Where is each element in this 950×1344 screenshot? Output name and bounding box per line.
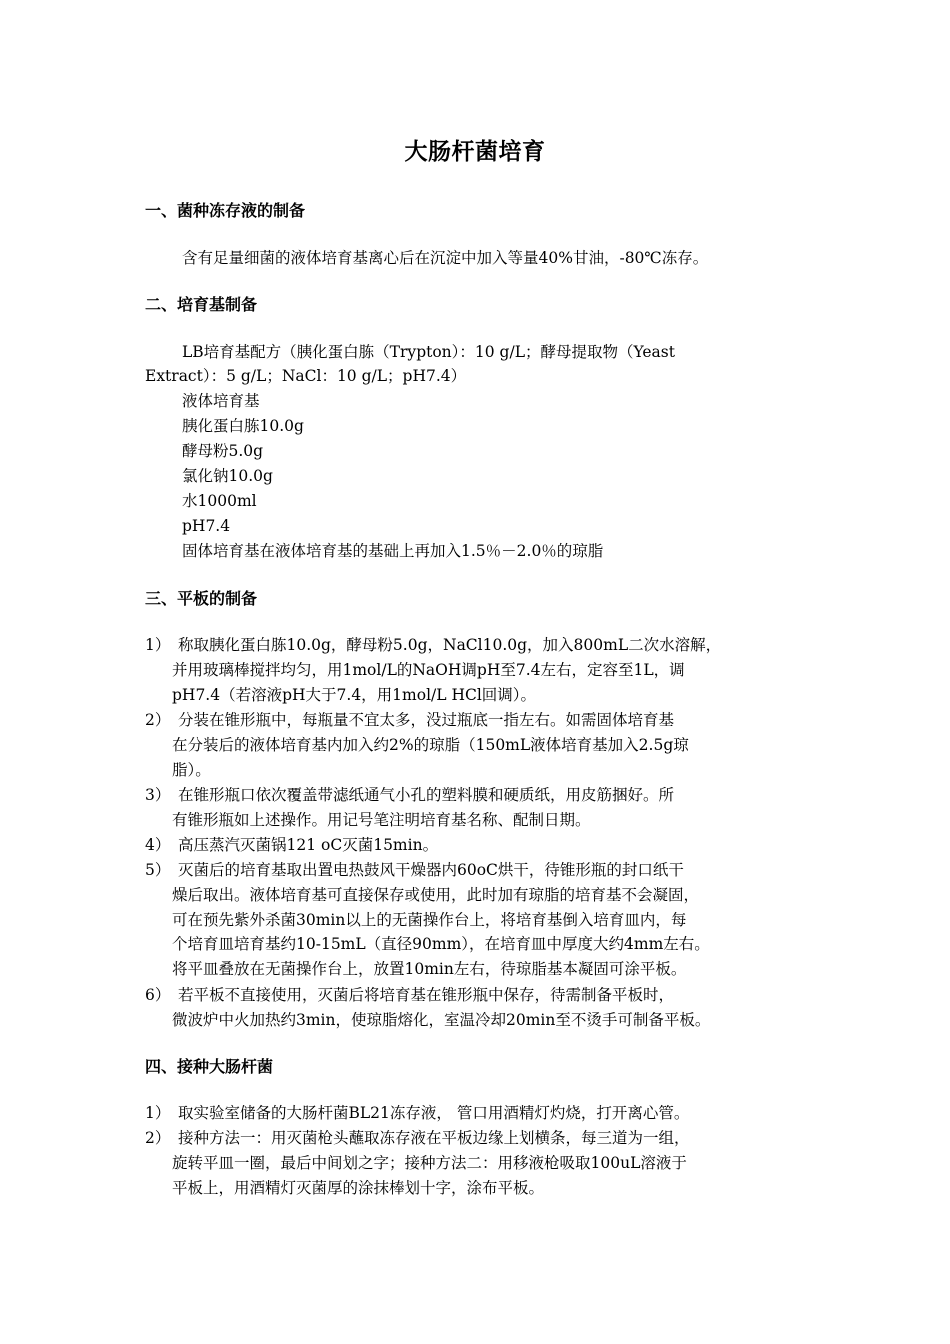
list-item-line: 分装在锥形瓶中，每瓶量不宜太多，没过瓶底一指左右。如需固体培育基	[178, 711, 675, 729]
recipe-line: 液体培育基	[182, 392, 260, 410]
list-item-text	[172, 783, 825, 833]
list-item-text	[172, 708, 825, 782]
list-item-text	[172, 633, 825, 707]
list-item-line: 取实验室储备的大肠杆菌BL21冻存液， 管口用酒精灯灼烧，打开离心管。	[178, 1104, 690, 1122]
list-item-line: 灭菌后的培育基取出置电热鼓风干燥器内60oC烘干，待锥形瓶的封口纸干	[178, 861, 684, 879]
list-item-line: 有锥形瓶如上述操作。用记号笔注明培育基名称、配制日期。	[172, 810, 591, 829]
list-item-line: pH7.4（若溶液pH大于7.4，用1mol/L HCl回调）。	[172, 685, 537, 704]
list-item-number: 2）	[145, 1129, 171, 1147]
recipe-line: 胰化蛋白胨10.0g	[182, 417, 304, 435]
list-item-line: 在分装后的液体培育基内加入约2%的琼脂（150mL液体培育基加入2.5g琼	[172, 735, 689, 754]
document-title: 大肠杆菌培育	[404, 139, 546, 165]
list-item-line: 称取胰化蛋白胨10.0g，酵母粉5.0g，NaCl10.0g，加入800mL二次水溶解，	[178, 636, 722, 654]
list-item-number: 2）	[145, 711, 171, 729]
list-item-text	[172, 858, 825, 982]
recipe-line: 固体培育基在液体培育基的基础上再加入1.5％－2.0％的琼脂	[182, 542, 604, 560]
recipe-line: 水1000ml	[182, 492, 257, 510]
recipe-line: pH7.4	[182, 517, 231, 535]
list-item-text	[172, 1126, 825, 1200]
list-item-number: 4）	[145, 836, 171, 854]
list-item-line: 燥后取出。液体培育基可直接保存或使用，此时加有琼脂的培育基不会凝固，	[172, 885, 700, 904]
list-item-line: 平板上，用酒精灯灭菌厚的涂抹棒划十字，涂布平板。	[172, 1178, 545, 1197]
list-item-text	[172, 1101, 825, 1126]
list-item-number: 5）	[145, 861, 171, 879]
list-item-line: 在锥形瓶口依次覆盖带滤纸通气小孔的塑料膜和硬质纸，用皮筋捆好。所	[178, 786, 675, 804]
recipe-line: 酵母粉5.0g	[182, 442, 264, 460]
section-heading-3: 三、平板的制备	[145, 589, 258, 608]
section-heading-1: 一、菌种冻存液的制备	[145, 201, 306, 220]
list-item-line: 若平板不直接使用，灭菌后将培育基在锥形瓶中保存，待需制备平板时，	[178, 986, 675, 1004]
list-item-line: 将平皿叠放在无菌操作台上，放置10min左右，待琼脂基本凝固可涂平板。	[172, 960, 687, 979]
section-heading-4: 四、接种大肠杆菌	[145, 1057, 274, 1076]
recipe-line: Extract）：5 g/L；NaCl：10 g/L；pH7.4）	[145, 367, 467, 385]
list-item-line: 微波炉中火加热约3min，使琼脂熔化，室温冷却20min至不烫手可制备平板。	[172, 1010, 711, 1029]
list-item-line: 个培育皿培育基约10-15mL（直径90mm），在培育皿中厚度大约4mm左右。	[172, 935, 710, 954]
section-1-paragraph: 含有足量细菌的液体培育基离心后在沉淀中加入等量40%甘油，-80℃冻存。	[182, 249, 709, 267]
list-item-number: 6）	[145, 986, 171, 1004]
list-item-line: 并用玻璃棒搅拌均匀，用1mol/L的NaOH调pH至7.4左右，定容至1L，调	[172, 660, 685, 679]
recipe-line: 氯化钠10.0g	[182, 467, 273, 485]
list-item-number: 1）	[145, 636, 171, 654]
list-item-line: 旋转平皿一圈，最后中间划之字；接种方法二：用移液枪吸取100uL溶液于	[172, 1153, 687, 1172]
section-heading-2: 二、培育基制备	[145, 295, 258, 314]
list-item-number: 3）	[145, 786, 171, 804]
list-item-line: 高压蒸汽灭菌锅121 oC灭菌15min。	[178, 836, 439, 854]
list-item-line: 可在预先紫外杀菌30min以上的无菌操作台上，将培育基倒入培育皿内，每	[172, 910, 687, 929]
list-item-number: 1）	[145, 1104, 171, 1122]
recipe-line: LB培育基配方（胰化蛋白胨（Trypton）：10 g/L；酵母提取物（Yeast	[182, 343, 675, 361]
list-item-line: 接种方法一：用灭菌枪头蘸取冻存液在平板边缘上划横条，每三道为一组，	[178, 1129, 690, 1147]
list-item-text	[172, 833, 825, 858]
list-item-line: 脂）。	[172, 760, 211, 779]
list-item-text	[172, 983, 825, 1033]
